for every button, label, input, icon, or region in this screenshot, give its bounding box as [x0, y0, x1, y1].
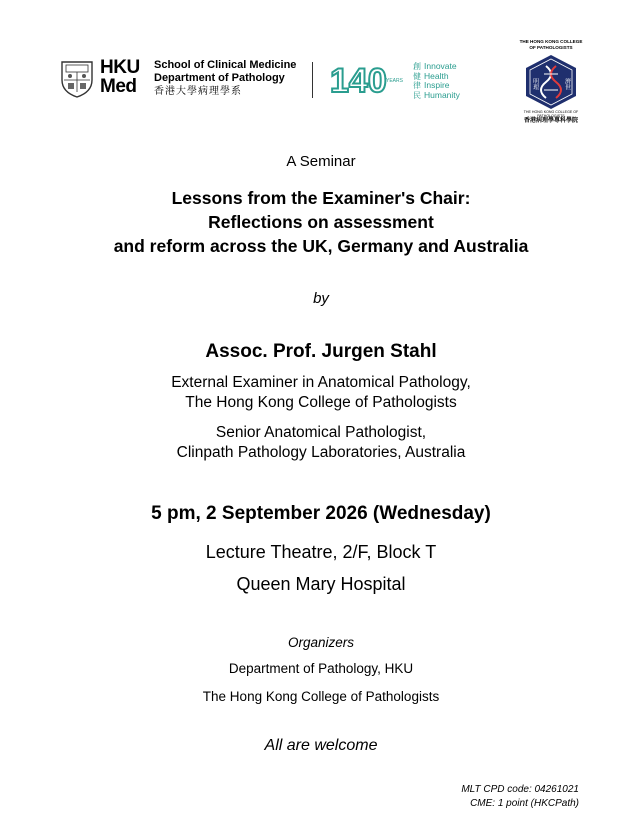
- organizer-item: The Hong Kong College of Pathologists: [202, 689, 440, 704]
- seminar-label: A Seminar: [286, 153, 356, 170]
- by-label: by: [313, 290, 329, 307]
- cpd-credits: [461, 783, 579, 811]
- venue-line: Lecture Theatre, 2/F, Block T: [205, 542, 437, 562]
- motto-en: Innovate: [424, 61, 457, 71]
- organizers-label: Organizers: [287, 635, 355, 650]
- title-line: and reform across the UK, Germany and Australia: [113, 236, 529, 256]
- affiliation-line: External Examiner in Anatomical Pathology,: [171, 374, 471, 391]
- motto-zh: 創: [413, 62, 421, 71]
- hku-motto: [413, 62, 460, 100]
- motto-zh: 民: [413, 90, 421, 100]
- motto-row: [413, 91, 460, 101]
- department-name: Department of Pathology: [154, 72, 285, 84]
- affiliation-line: Senior Anatomical Pathologist,: [215, 424, 427, 441]
- motto-en: Health: [424, 70, 449, 81]
- affiliation-line: Clinpath Pathology Laboratories, Australia: [176, 444, 466, 461]
- college-name-small: THE HONG KONG COLLEGE OF PATHOLOGISTS: [523, 110, 579, 118]
- school-name: School of Clinical Medicine: [154, 59, 297, 71]
- cme-points: CME: 1 point (HKCPath): [470, 798, 579, 809]
- department-name-zh: 香港大學病理學系: [154, 86, 242, 97]
- department-wordmark: [154, 59, 296, 98]
- motto-zh: 健: [413, 71, 421, 81]
- title-line: Reflections on assessment: [208, 212, 434, 232]
- anniversary-number: 140: [330, 62, 387, 96]
- anniversary-140-logo: [330, 62, 410, 96]
- mlt-cpd-code: MLT CPD code: 04261021: [461, 784, 579, 795]
- header-divider: [312, 62, 313, 98]
- welcome-text: All are welcome: [264, 737, 378, 754]
- hku-med-wordmark: [100, 58, 140, 96]
- hku-crest-logo: [60, 60, 94, 98]
- organizer-item: Department of Pathology, HKU: [228, 661, 414, 676]
- college-badge-motto-left: 明理: [531, 78, 539, 90]
- hku-wordmark-line1: HKU: [100, 57, 140, 78]
- college-badge-motto-right: 濟世: [563, 78, 571, 90]
- hku-wordmark-line2: Med: [100, 76, 137, 97]
- affiliation-line: The Hong Kong College of Pathologists: [185, 394, 457, 411]
- venue-line: Queen Mary Hospital: [236, 574, 406, 594]
- event-datetime: 5 pm, 2 September 2026 (Wednesday): [151, 503, 491, 524]
- speaker-affiliation-2: [0, 423, 642, 463]
- speaker-affiliation-1: [0, 373, 642, 413]
- college-name-top: THE HONG KONG COLLEGE OF PATHOLOGISTS: [519, 39, 583, 50]
- speaker-name: Assoc. Prof. Jurgen Stahl: [205, 341, 437, 362]
- title-line: Lessons from the Examiner's Chair:: [171, 188, 471, 208]
- motto-en: Inspire: [424, 80, 450, 90]
- college-name-zh: 香港病理學專科學院: [523, 118, 578, 124]
- motto-zh: 律: [413, 81, 421, 90]
- college-badge-logo: [524, 54, 578, 110]
- motto-en: Humanity: [424, 89, 460, 100]
- anniversary-years-label: YEARS: [386, 78, 403, 84]
- seminar-title: [0, 186, 642, 258]
- event-venue: [0, 536, 642, 600]
